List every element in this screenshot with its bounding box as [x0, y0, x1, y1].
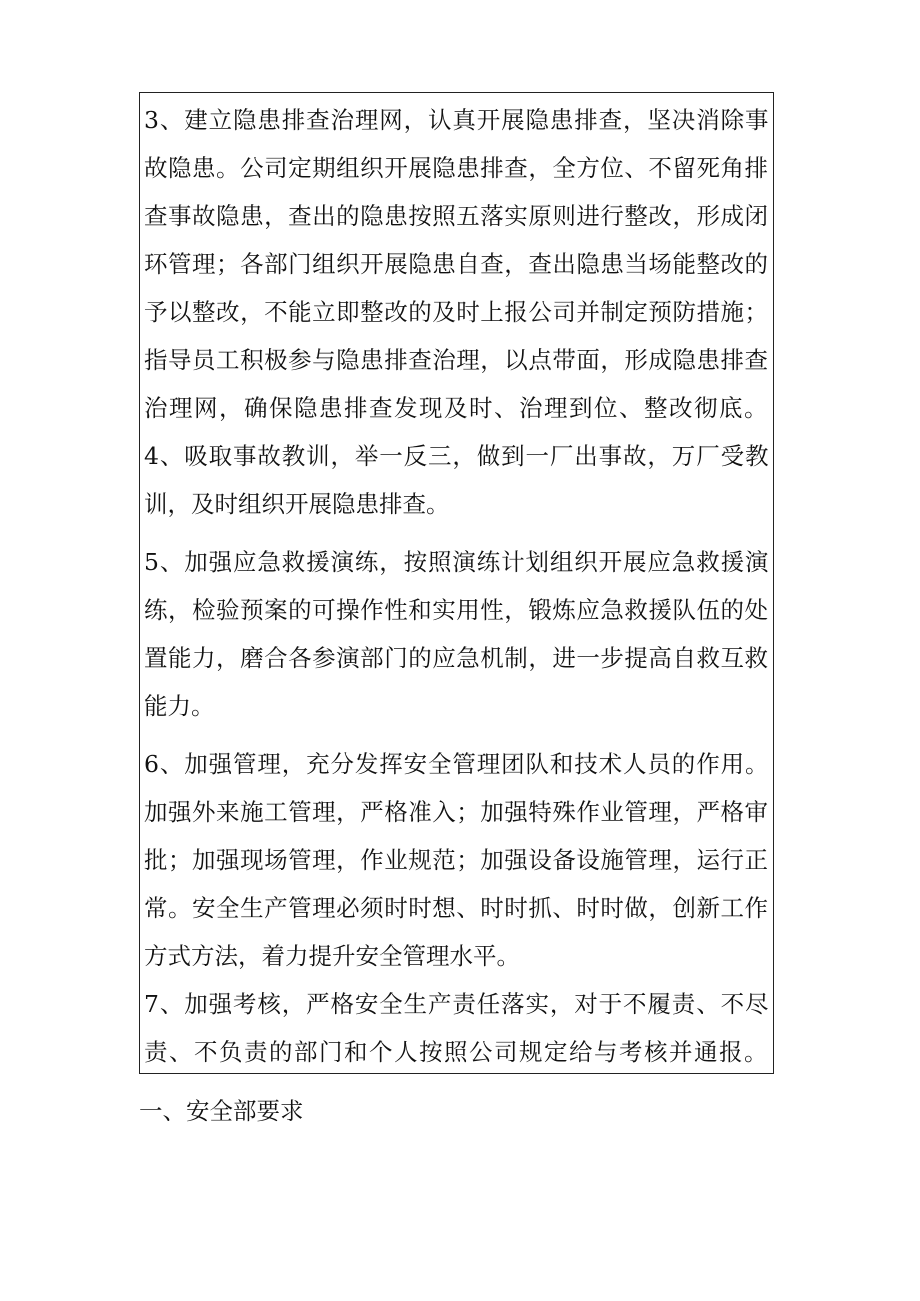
text-line: 4、吸取事故教训，举一反三，做到一厂出事故，万厂受教: [144, 442, 770, 470]
text-line: 故隐患。公司定期组织开展隐患排查，全方位、不留死角排: [144, 154, 769, 182]
text-line: 7、加强考核，严格安全生产责任落实，对于不履责、不尽: [144, 990, 770, 1018]
text-line: 环管理；各部门组织开展隐患自查，查出隐患当场能整改的: [144, 250, 769, 278]
text-line: 训，及时组织开展隐患排查。: [144, 490, 450, 518]
text-line: 能力。: [144, 692, 215, 720]
text-line: 6、加强管理，充分发挥安全管理团队和技术人员的作用。: [144, 750, 770, 778]
section-heading: 一、安全部要求: [139, 1097, 304, 1125]
text-line: 置能力，磨合各参演部门的应急机制，进一步提高自救互救: [144, 644, 769, 672]
text-line: 5、加强应急救援演练，按照演练计划组织开展应急救援演: [144, 548, 770, 576]
text-line: 常。安全生产管理必须时时想、时时抓、时时做，创新工作: [144, 894, 769, 922]
text-line: 3、建立隐患排查治理网，认真开展隐患排查，坚决消除事: [144, 106, 770, 134]
text-line: 予以整改，不能立即整改的及时上报公司并制定预防措施；: [144, 298, 769, 326]
text-line: 治理网，确保隐患排查发现及时、治理到位、整改彻底。: [144, 394, 769, 422]
text-line: 加强外来施工管理，严格准入；加强特殊作业管理，严格审: [144, 798, 769, 826]
content-table-cell: [139, 92, 774, 1074]
text-line: 方式方法，着力提升安全管理水平。: [144, 942, 520, 970]
text-line: 练，检验预案的可操作性和实用性，锻炼应急救援队伍的处: [144, 596, 769, 624]
text-line: 指导员工积极参与隐患排查治理，以点带面，形成隐患排查: [144, 346, 769, 374]
text-line: 责、不负责的部门和个人按照公司规定给与考核并通报。: [144, 1038, 769, 1066]
text-line: 查事故隐患，查出的隐患按照五落实原则进行整改，形成闭: [144, 202, 769, 230]
text-line: 批；加强现场管理，作业规范；加强设备设施管理，运行正: [144, 846, 769, 874]
